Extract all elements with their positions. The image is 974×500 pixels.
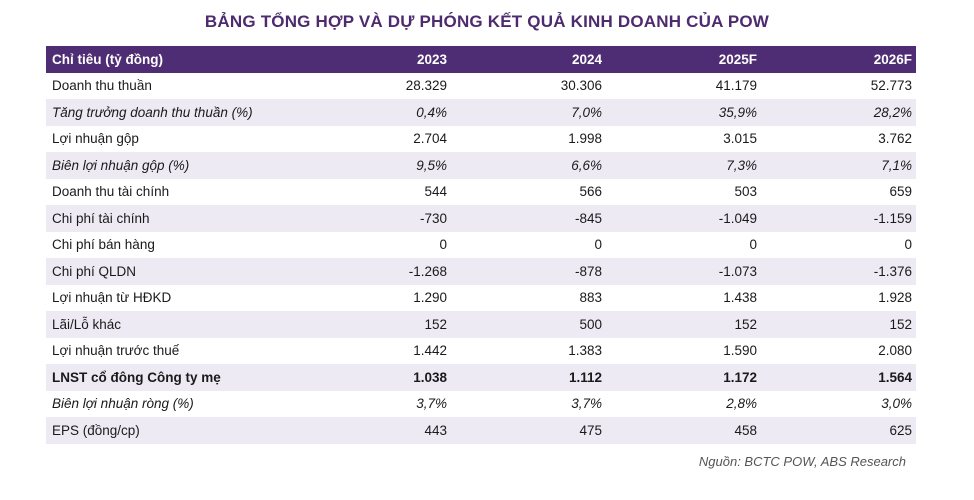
cell-value: 9,5% [296, 152, 451, 179]
cell-value: 1.998 [568, 131, 602, 147]
cell-value: 1.590 [723, 343, 757, 359]
cell-value: 0 [594, 237, 602, 253]
table-title: BẢNG TỔNG HỢP VÀ DỰ PHÓNG KẾT QUẢ KINH DOANH CỦA POW [204, 12, 770, 31]
header-indicator: Chỉ tiêu (tỷ đồng) [46, 46, 296, 73]
header-2024: 2024 [451, 46, 606, 73]
cell-value: 659 [889, 184, 912, 200]
row-label: Lợi nhuận từ HĐKD [52, 290, 172, 306]
cell-value: 52.773 [870, 78, 912, 94]
row-label: Chi phí bán hàng [52, 237, 155, 253]
financial-summary-table [46, 46, 916, 444]
cell-value: 1.438 [723, 290, 757, 306]
table-row [46, 391, 916, 418]
cell-value: 2.080 [878, 343, 912, 359]
cell-value: 3.015 [723, 131, 757, 147]
cell-value: 152 [761, 311, 916, 338]
row-label: Chi phí QLDN [46, 258, 296, 285]
row-label: Doanh thu thuần [52, 78, 152, 94]
cell-value: 1.038 [296, 364, 451, 391]
table-row [46, 152, 916, 179]
cell-value: 152 [606, 311, 761, 338]
table-row [46, 179, 916, 206]
cell-value: 7,1% [761, 152, 916, 179]
source-note: Nguồn: BCTC POW, ABS Research [698, 454, 906, 469]
cell-value: 883 [579, 290, 602, 306]
cell-value: 625 [761, 417, 916, 444]
header-2025f: 2025F [606, 46, 761, 73]
header-2023: 2023 [296, 46, 451, 73]
table-row [46, 285, 916, 312]
row-label: Tăng trưởng doanh thu thuần (%) [46, 99, 296, 126]
cell-value: 566 [579, 184, 602, 200]
cell-value: 7,0% [451, 99, 606, 126]
cell-value: -1.159 [761, 205, 916, 232]
cell-value: 41.179 [715, 78, 757, 94]
table-row [46, 99, 916, 126]
cell-value: 3,0% [881, 396, 912, 412]
cell-value: 1.290 [413, 290, 447, 306]
cell-value: 152 [296, 311, 451, 338]
table-row [46, 232, 916, 259]
row-label: Lợi nhuận trước thuế [52, 343, 180, 359]
cell-value: 30.306 [560, 78, 602, 94]
table-row [46, 126, 916, 153]
table-row [46, 338, 916, 365]
cell-value: 28,2% [761, 99, 916, 126]
row-label: Doanh thu tài chính [52, 184, 170, 200]
cell-value: 1.564 [761, 364, 916, 391]
cell-value: 503 [734, 184, 757, 200]
row-label: EPS (đồng/cp) [46, 417, 296, 444]
cell-value: -1.049 [606, 205, 761, 232]
row-label: Biên lợi nhuận ròng (%) [52, 396, 194, 412]
cell-value: -730 [296, 205, 451, 232]
cell-value: 6,6% [451, 152, 606, 179]
cell-value: -1.073 [606, 258, 761, 285]
table-row [46, 73, 916, 100]
header-2026f: 2026F [761, 46, 916, 73]
cell-value: 544 [424, 184, 447, 200]
cell-value: 2,8% [726, 396, 757, 412]
cell-value: 443 [296, 417, 451, 444]
cell-value: 3.762 [878, 131, 912, 147]
cell-value: 28.329 [405, 78, 447, 94]
row-label: Biên lợi nhuận gộp (%) [46, 152, 296, 179]
cell-value: 0,4% [296, 99, 451, 126]
row-label: Lãi/Lỗ khác [46, 311, 296, 338]
cell-value: 0 [749, 237, 757, 253]
cell-value: -878 [451, 258, 606, 285]
cell-value: 1.112 [451, 364, 606, 391]
cell-value: -845 [451, 205, 606, 232]
table-header-row [46, 46, 916, 73]
cell-value: 1.172 [606, 364, 761, 391]
row-label: Chi phí tài chính [46, 205, 296, 232]
cell-value: 3,7% [571, 396, 602, 412]
row-label: Lợi nhuận gộp [52, 131, 139, 147]
cell-value: 458 [606, 417, 761, 444]
cell-value: 475 [451, 417, 606, 444]
cell-value: -1.268 [296, 258, 451, 285]
cell-value: 0 [904, 237, 912, 253]
cell-value: 1.928 [878, 290, 912, 306]
cell-value: 7,3% [606, 152, 761, 179]
cell-value: 1.442 [413, 343, 447, 359]
row-label: LNST cổ đông Công ty mẹ [46, 364, 296, 391]
table-row [46, 258, 916, 285]
table-row [46, 364, 916, 391]
cell-value: 500 [451, 311, 606, 338]
cell-value: -1.376 [761, 258, 916, 285]
table-row [46, 417, 916, 444]
cell-value: 0 [439, 237, 447, 253]
table-row [46, 205, 916, 232]
cell-value: 3,7% [416, 396, 447, 412]
cell-value: 1.383 [568, 343, 602, 359]
table-row [46, 311, 916, 338]
cell-value: 35,9% [606, 99, 761, 126]
cell-value: 2.704 [413, 131, 447, 147]
